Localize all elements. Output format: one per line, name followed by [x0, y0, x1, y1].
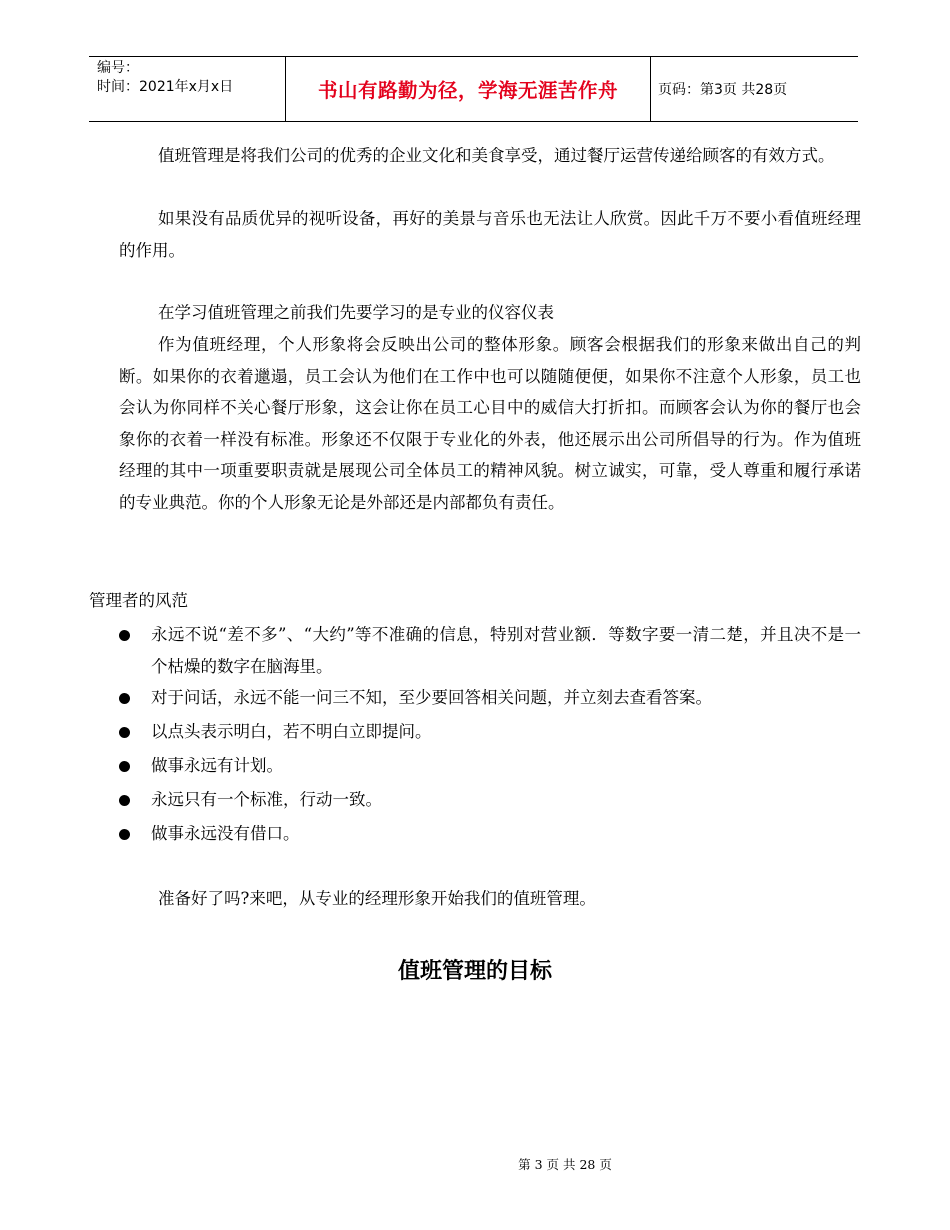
bullet-icon — [119, 795, 130, 806]
list-item-text: 以点头表示明白，若不明白立即提问。 — [151, 722, 432, 741]
list-item — [119, 750, 861, 782]
page-footer: 第 3 页 共 28 页 — [518, 1157, 612, 1172]
chapter-heading: 值班管理的目标 — [397, 959, 552, 984]
paragraph-equipment: 如果没有品质优异的视听设备，再好的美景与音乐也无法让人欣赏。因此千万不要小看值班经理的作用。 — [119, 209, 861, 260]
paragraph-closing: 准备好了吗?来吧，从专业的经理形象开始我们的值班管理。 — [158, 889, 596, 908]
list-item-text: 做事永远有计划。 — [151, 756, 283, 775]
list-item — [119, 818, 861, 850]
list-item — [119, 682, 861, 714]
list-item — [119, 619, 861, 682]
list-item — [119, 716, 861, 748]
section-title-manager-style: 管理者的风范 — [89, 591, 188, 610]
paragraph-appearance-intro: 在学习值班管理之前我们先要学习的是专业的仪容仪表 — [158, 303, 554, 322]
list-item — [119, 784, 861, 816]
list-item-text: 永远不说“差不多”、“大约”等不准确的信息，特别对营业额．等数字要一清二楚，并且决不是一个枯燥的数字在脑海里。 — [151, 625, 861, 676]
bullet-icon — [119, 829, 130, 840]
header-page-info: 页码：第3页 共28页 — [658, 82, 788, 98]
bullet-icon — [119, 761, 130, 772]
list-item-text: 永远只有一个标准，行动一致。 — [151, 790, 382, 809]
header-motto: 书山有路勤为径，学海无涯苦作舟 — [317, 79, 618, 102]
document-time-label: 时间：2021年x月x日 — [97, 79, 234, 95]
document-header — [89, 56, 858, 122]
list-item-text: 做事永远没有借口。 — [151, 824, 300, 843]
list-item-text: 对于问话，永远不能一问三不知，至少要回答相关问题，并立刻去查看答案。 — [151, 688, 712, 707]
header-meta — [97, 59, 287, 97]
header-divider — [650, 57, 651, 121]
bullet-icon — [119, 630, 130, 641]
bullet-icon — [119, 693, 130, 704]
bullet-icon — [119, 727, 130, 738]
document-number-label: 编号： — [97, 60, 139, 76]
paragraph-personal-image: 作为值班经理，个人形象将会反映出公司的整体形象。顾客会根据我们的形象来做出自己的判断。如果你的衣着邋遢，员工会认为他们在工作中也可以随随便便，如果你不注意个人形象，员工也会认为你同样不关心餐厅形象，这会让你在员工心目中的威信大打折扣。而顾客会认为你的餐厅也会象你的衣着一样没有标准。形象还不仅限于专业化的外表，他还展示出公司所倡导的行为。作为值班经理的其中一项重要职责就是展现公司全体员工的精神风貌。树立诚实，可靠，受人尊重和履行承诺的专业典范。你的个人形象无论是外部还是内部都负有责任。 — [119, 335, 861, 512]
paragraph-intro: 值班管理是将我们公司的优秀的企业文化和美食享受，通过餐厅运营传递给顾客的有效方式。 — [158, 146, 835, 165]
